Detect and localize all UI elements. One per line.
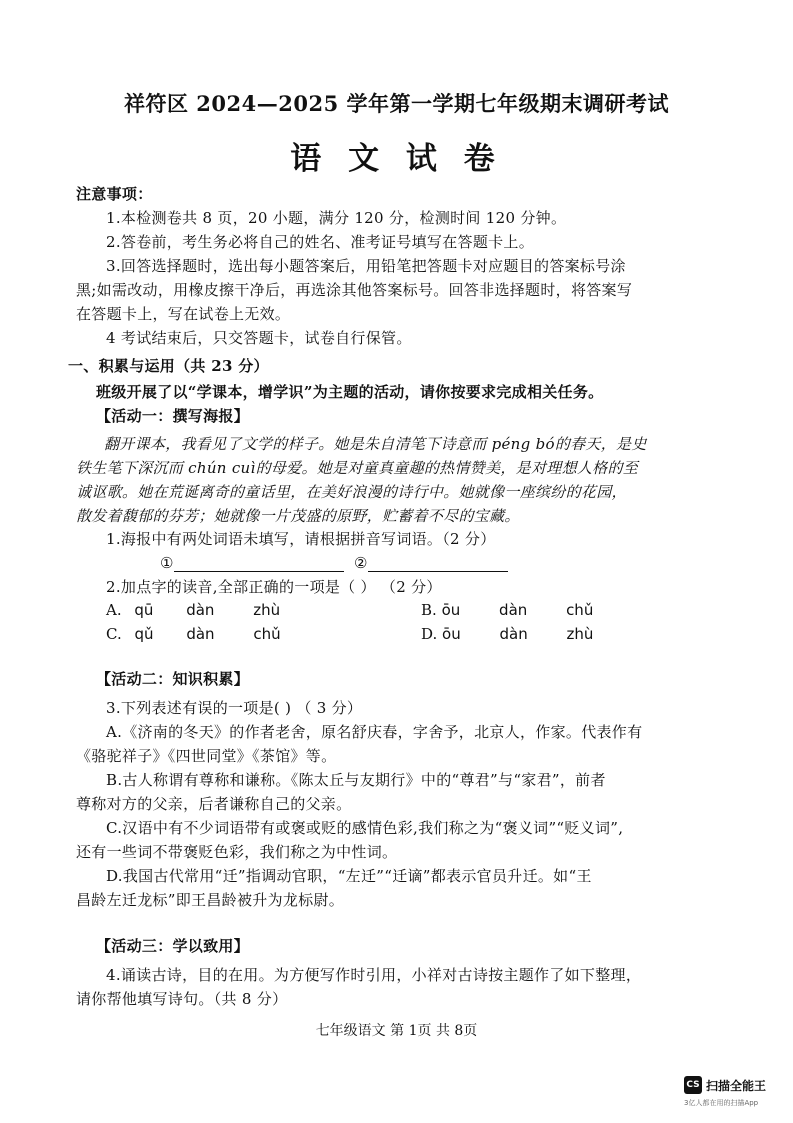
notice-item-3-line2: 黑;如需改动，用橡皮擦干净后，再选涂其他答案标号。回答非选择题时，将答案写 — [76, 281, 633, 299]
option-d-pinyin-1: ōu — [442, 625, 461, 643]
option-b — [421, 601, 593, 619]
option-c-letter: C. — [106, 625, 122, 643]
q3-option-a-line2: 《骆驼祥子》《四世同堂》《茶馆》等。 — [76, 747, 337, 765]
poster-text-line2: 铁生笔下深沉而 chún cuì的母爱。她是对童真童趣的热情赞美，是对理想人格的至 — [76, 459, 639, 477]
subject-title: 语 文 试 卷 — [290, 141, 503, 177]
option-c-pinyin-3: chǔ — [253, 625, 281, 643]
scanner-watermark — [684, 1076, 766, 1094]
blank-2-label: ② — [354, 554, 368, 572]
option-d — [421, 625, 593, 643]
option-a — [106, 601, 280, 619]
option-a-pinyin-3: zhù — [253, 601, 281, 619]
option-b-pinyin-3: chǔ — [566, 601, 594, 619]
notice-item-4: 4 考试结束后，只交答题卡，试卷自行保管。 — [106, 329, 412, 347]
option-d-pinyin-2: dàn — [499, 625, 528, 643]
notice-item-1: 1.本检测卷共 8 页，20 小题，满分 120 分，检测时间 120 分钟。 — [106, 209, 567, 227]
question-4-line2: 请你帮他填写诗句。（共 8 分） — [76, 990, 288, 1008]
notice-item-3-line1: 3.回答选择题时，选出每小题答案后，用铅笔把答题卡对应题目的答案标号涂 — [106, 257, 626, 275]
q3-option-b-line2: 尊称对方的父亲，后者谦称自己的父亲。 — [76, 795, 352, 813]
notice-item-2: 2.答卷前，考生务必将自己的姓名、准考证号填写在答题卡上。 — [106, 233, 535, 251]
activity-2-heading: 【活动二：知识积累】 — [96, 670, 250, 688]
poster-text-line3: 诚讴歌。她在荒诞离奇的童话里，在美好浪漫的诗行中。她就像一座缤纷的花园， — [76, 483, 627, 501]
q3-option-d-line1: D.我国古代常用“迁”指调动官职，“左迁”“迁谪”都表示官员升迁。如“王 — [106, 867, 592, 885]
page-footer: 七年级语文 第 1页 共 8页 — [315, 1023, 478, 1039]
blank-2-line — [368, 557, 508, 572]
option-c — [106, 625, 281, 643]
question-2: 2.加点字的读音,全部正确的一项是（ ） （2 分） — [106, 578, 442, 596]
camscanner-logo-icon: CS — [684, 1076, 702, 1094]
option-a-pinyin-2: dàn — [186, 601, 215, 619]
option-b-pinyin-1: ōu — [441, 601, 461, 619]
poster-text-line4: 散发着馥郁的芬芳；她就像一片茂盛的原野，贮蓄着不尽的宝藏。 — [76, 507, 520, 525]
option-b-pinyin-2: dàn — [499, 601, 528, 619]
answer-blank-2 — [354, 552, 508, 574]
watermark-subtext: 3亿人都在用的扫描App — [684, 1099, 759, 1107]
option-b-letter: B. — [421, 601, 437, 619]
q3-option-c-line2: 还有一些词不带褒贬色彩，我们称之为中性词。 — [76, 843, 398, 861]
option-a-letter: A. — [106, 601, 122, 619]
q3-option-b-line1: B.古人称谓有尊称和谦称。《陈太丘与友期行》中的“尊君”与“家君”，前者 — [106, 771, 606, 789]
notice-heading: 注意事项： — [76, 185, 153, 203]
activity-1-heading: 【活动一：撰写海报】 — [96, 407, 250, 425]
q3-option-c-line1: C.汉语中有不少词语带有或褒或贬的感情色彩,我们称之为“褒义词”“贬义词”, — [106, 819, 624, 837]
answer-blank-1 — [160, 552, 344, 574]
option-a-pinyin-1: qū — [134, 601, 154, 619]
blank-1-label: ① — [160, 554, 174, 572]
question-4-line1: 4.诵读古诗，目的在用。为方便写作时引用，小祥对古诗按主题作了如下整理， — [106, 966, 642, 984]
section-heading: 一、积累与运用（共 23 分） — [68, 357, 269, 375]
option-c-pinyin-1: qǔ — [134, 625, 154, 643]
section-intro: 班级开展了以“学课本，增学识”为主题的活动，请你按要求完成相关任务。 — [96, 383, 604, 401]
notice-item-3-line3: 在答题卡上，写在试卷上无效。 — [76, 305, 291, 323]
poster-text-line1: 翻开课本，我看见了文学的样子。她是朱自清笔下诗意而 péng bó的春天，是史 — [104, 435, 647, 453]
q3-option-a-line1: A.《济南的冬天》的作者老舍，原名舒庆春，字舍予，北京人，作家。代表作有 — [106, 723, 643, 741]
blank-1-line — [174, 557, 344, 572]
option-d-letter: D. — [421, 625, 438, 643]
activity-3-heading: 【活动三：学以致用】 — [96, 937, 250, 955]
watermark-label: 扫描全能王 — [706, 1078, 767, 1093]
question-3: 3.下列表述有误的一项是( ) （ 3 分） — [106, 699, 363, 717]
question-1: 1.海报中有两处词语未填写，请根据拼音写词语。（2 分） — [106, 530, 496, 548]
q3-option-d-line2: 昌龄左迁龙标”即王昌龄被升为龙标尉。 — [76, 891, 345, 909]
option-c-pinyin-2: dàn — [186, 625, 215, 643]
exam-title: 祥符区 2024—2025 学年第一学期七年级期末调研考试 — [123, 91, 669, 116]
option-d-pinyin-3: zhù — [566, 625, 594, 643]
